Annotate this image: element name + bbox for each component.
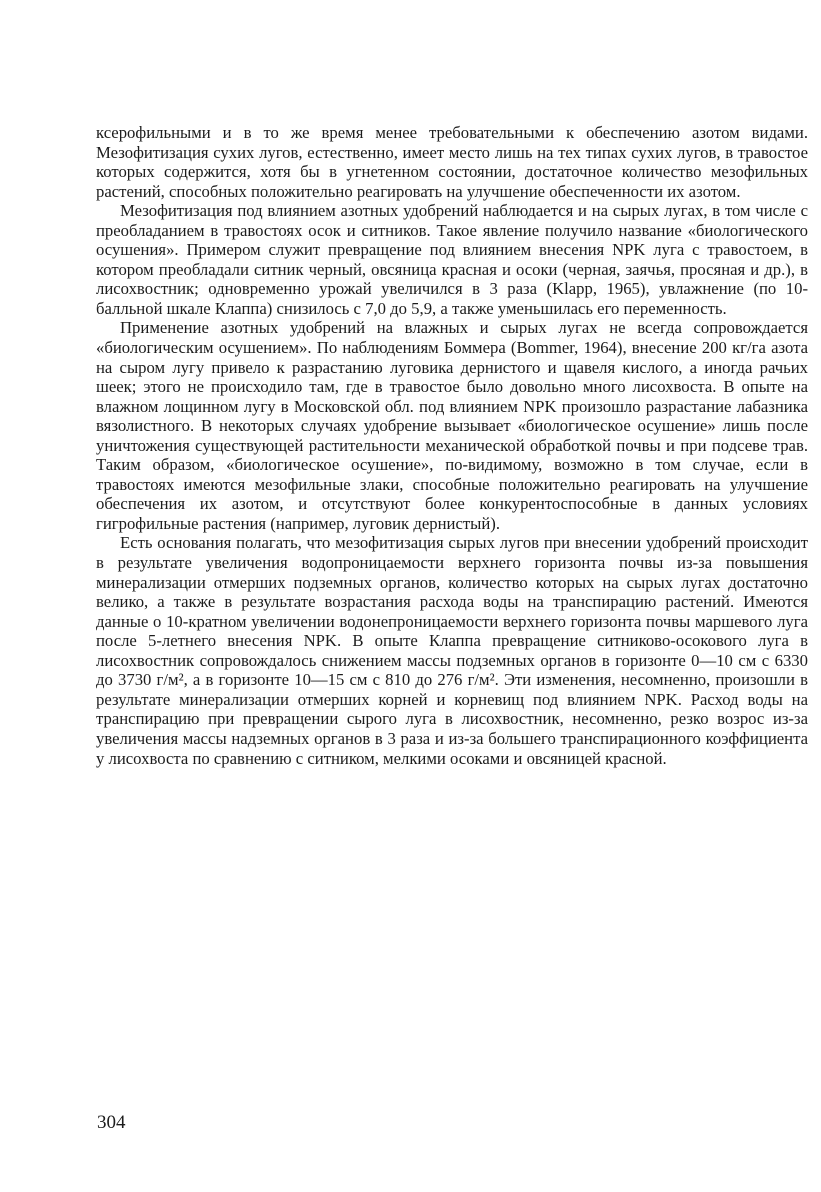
paragraph-continuation: ксерофильными и в то же время менее требовательными к обеспечению азотом видами. Мезофитизация сухих лугов, естественно, имеет место лишь на тех типах сухих лугов, в травостое которых содержится, хотя бы в угнетенном состоянии, достаточное количество мезофильных растений, способных положительно реагировать на улучшение обеспеченности их азотом.: [96, 123, 808, 201]
page-number: 304: [97, 1112, 126, 1133]
paragraph-mesophytization-causes: Есть основания полагать, что мезофитизация сырых лугов при внесении удобрений происходит в результате увеличения водопроницаемости верхнего горизонта почвы из-за повышения минерализации отмерших подземных органов, количество которых на сырых лугах достаточно велико, а также в результате возрастания расхода воды на транспирацию растений. Имеются данные о 10-кратном увеличении водонепроницаемости верхнего горизонта почвы маршевого луга после 5-летнего внесения NPK. В опыте Клаппа превращение ситниково-осокового луга в лисохвостник сопровождалось снижением массы подземных органов в горизонте 0—10 см с 6330 до 3730 г/м², а в горизонте 10—15 см с 810 до 276 г/м². Эти изменения, несомненно, произошли в результате минерализации отмерших корней и корневищ под влиянием NPK. Расход воды на транспирацию при превращении сырого луга в лисохвостник, несомненно, резко возрос из-за увеличения массы надземных органов в 3 раза и из-за большего транспирационного коэффициента у лисохвоста по сравнению с ситником, мелкими осоками и овсяницей красной.: [96, 533, 808, 768]
paragraph-biological-drainage: Мезофитизация под влиянием азотных удобрений наблюдается и на сырых лугах, в том числе с преобладанием в травостоях осок и ситников. Такое явление получило название «биологического осушения». Примером служит превращение под влиянием внесения NPK луга с травостоем, в котором преобладали ситник черный, овсяница красная и осоки (черная, заячья, просяная и др.), в лисохвостник; одновременно урожай увеличился в 3 раза (Klapp, 1965), увлажнение (по 10-балльной шкале Клаппа) снизилось с 7,0 до 5,9, а также уменьшилась его переменность.: [96, 201, 808, 318]
paragraph-wet-meadows: Применение азотных удобрений на влажных и сырых лугах не всегда сопровождается «биологическим осушением». По наблюдениям Боммера (Bommer, 1964), внесение 200 кг/га азота на сыром лугу привело к разрастанию луговика дернистого и щавеля кислого, а иногда рачьих шеек; этого не происходило там, где в травостое было довольно много лисохвоста. В опыте на влажном лощинном лугу в Московской обл. под влиянием NPK произошло разрастание лабазника вязолистного. В некоторых случаях удобрение вызывает «биологическое осушение» лишь после уничтожения существующей растительности механической обработкой почвы и при подсеве трав. Таким образом, «биологическое осушение», по-видимому, возможно в том случае, если в травостоях имеются мезофильные злаки, способные положительно реагировать на улучшение обеспечения их азотом, и отсутствуют более конкурентоспособные в данных условиях гигрофильные растения (например, луговик дернистый).: [96, 318, 808, 533]
page-body: [96, 123, 808, 768]
